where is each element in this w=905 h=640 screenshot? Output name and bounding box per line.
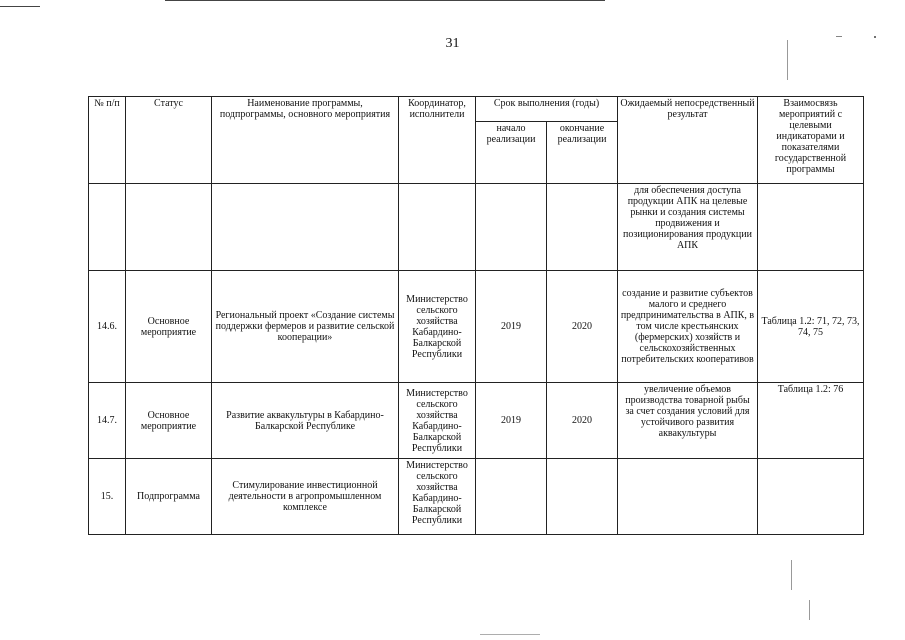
- scan-mark: [787, 40, 788, 80]
- header-period: Срок выполнения (годы): [476, 97, 618, 122]
- row-link: [758, 184, 864, 271]
- row-start: 2019: [476, 271, 547, 383]
- row-status: [126, 184, 212, 271]
- row-name: Региональный проект «Создание системы поддержки фермеров и развитие сельской кооперации»: [212, 271, 399, 383]
- table-row: [89, 184, 864, 271]
- row-end: 2020: [547, 383, 618, 459]
- table-row: [89, 271, 864, 383]
- row-link: [758, 459, 864, 535]
- row-start: [476, 184, 547, 271]
- row-name: [212, 184, 399, 271]
- row-link: Таблица 1.2: 71, 72, 73, 74, 75: [758, 271, 864, 383]
- row-coordinator: Министерство сельского хозяйства Кабардино-Балкарской Республики: [399, 459, 476, 535]
- scan-mark: [791, 560, 792, 590]
- program-table: [88, 96, 864, 535]
- header-link: Взаимосвязь мероприятий с целевыми индикаторами и показателями государственной программы: [758, 97, 864, 184]
- row-name: Стимулирование инвестиционной деятельности в агропромышленном комплексе: [212, 459, 399, 535]
- row-coordinator: Министерство сельского хозяйства Кабардино-Балкарской Республики: [399, 271, 476, 383]
- row-num: 14.7.: [89, 383, 126, 459]
- row-result: увеличение объемов производства товарной рыбы за счет создания условий для устойчивого развития аквакультуры: [618, 383, 758, 459]
- header-coordinator: Координатор, исполнители: [399, 97, 476, 184]
- row-link: Таблица 1.2: 76: [758, 383, 864, 459]
- row-status: Основное мероприятие: [126, 383, 212, 459]
- row-coordinator: Министерство сельского хозяйства Кабардино-Балкарской Республики: [399, 383, 476, 459]
- scan-mark: [480, 634, 540, 635]
- row-status: Подпрограмма: [126, 459, 212, 535]
- header-end: окончание реализации: [547, 122, 618, 184]
- row-name: Развитие аквакультуры в Кабардино-Балкарской Республике: [212, 383, 399, 459]
- scan-top-rule: [165, 0, 605, 1]
- row-status: Основное мероприятие: [126, 271, 212, 383]
- scan-mark: [809, 600, 810, 620]
- row-start: 2019: [476, 383, 547, 459]
- row-end: 2020: [547, 271, 618, 383]
- row-start: [476, 459, 547, 535]
- row-result: [618, 459, 758, 535]
- header-result: Ожидаемый непосредственный результат: [618, 97, 758, 184]
- row-result: создание и развитие субъектов малого и среднего предпринимательства в АПК, в том числе крестьянских (фермерских) хозяйств и сельскохозяйственных потребительских кооперативов: [618, 271, 758, 383]
- scan-corner-rule: [0, 6, 40, 7]
- header-status: Статус: [126, 97, 212, 184]
- row-num: 15.: [89, 459, 126, 535]
- row-end: [547, 459, 618, 535]
- header-row: [89, 97, 864, 122]
- table-row: [89, 383, 864, 459]
- header-start: начало реализации: [476, 122, 547, 184]
- header-name: Наименование программы, подпрограммы, основного мероприятия: [212, 97, 399, 184]
- row-result: для обеспечения доступа продукции АПК на целевые рынки и создания системы продвижения и позиционирования продукции АПК: [618, 184, 758, 271]
- page-number: 31: [445, 36, 460, 51]
- row-num: 14.6.: [89, 271, 126, 383]
- scan-mark: [836, 36, 842, 37]
- scan-mark: [874, 36, 876, 38]
- table-row: [89, 459, 864, 535]
- header-num: № п/п: [89, 97, 126, 184]
- row-end: [547, 184, 618, 271]
- row-coordinator: [399, 184, 476, 271]
- row-num: [89, 184, 126, 271]
